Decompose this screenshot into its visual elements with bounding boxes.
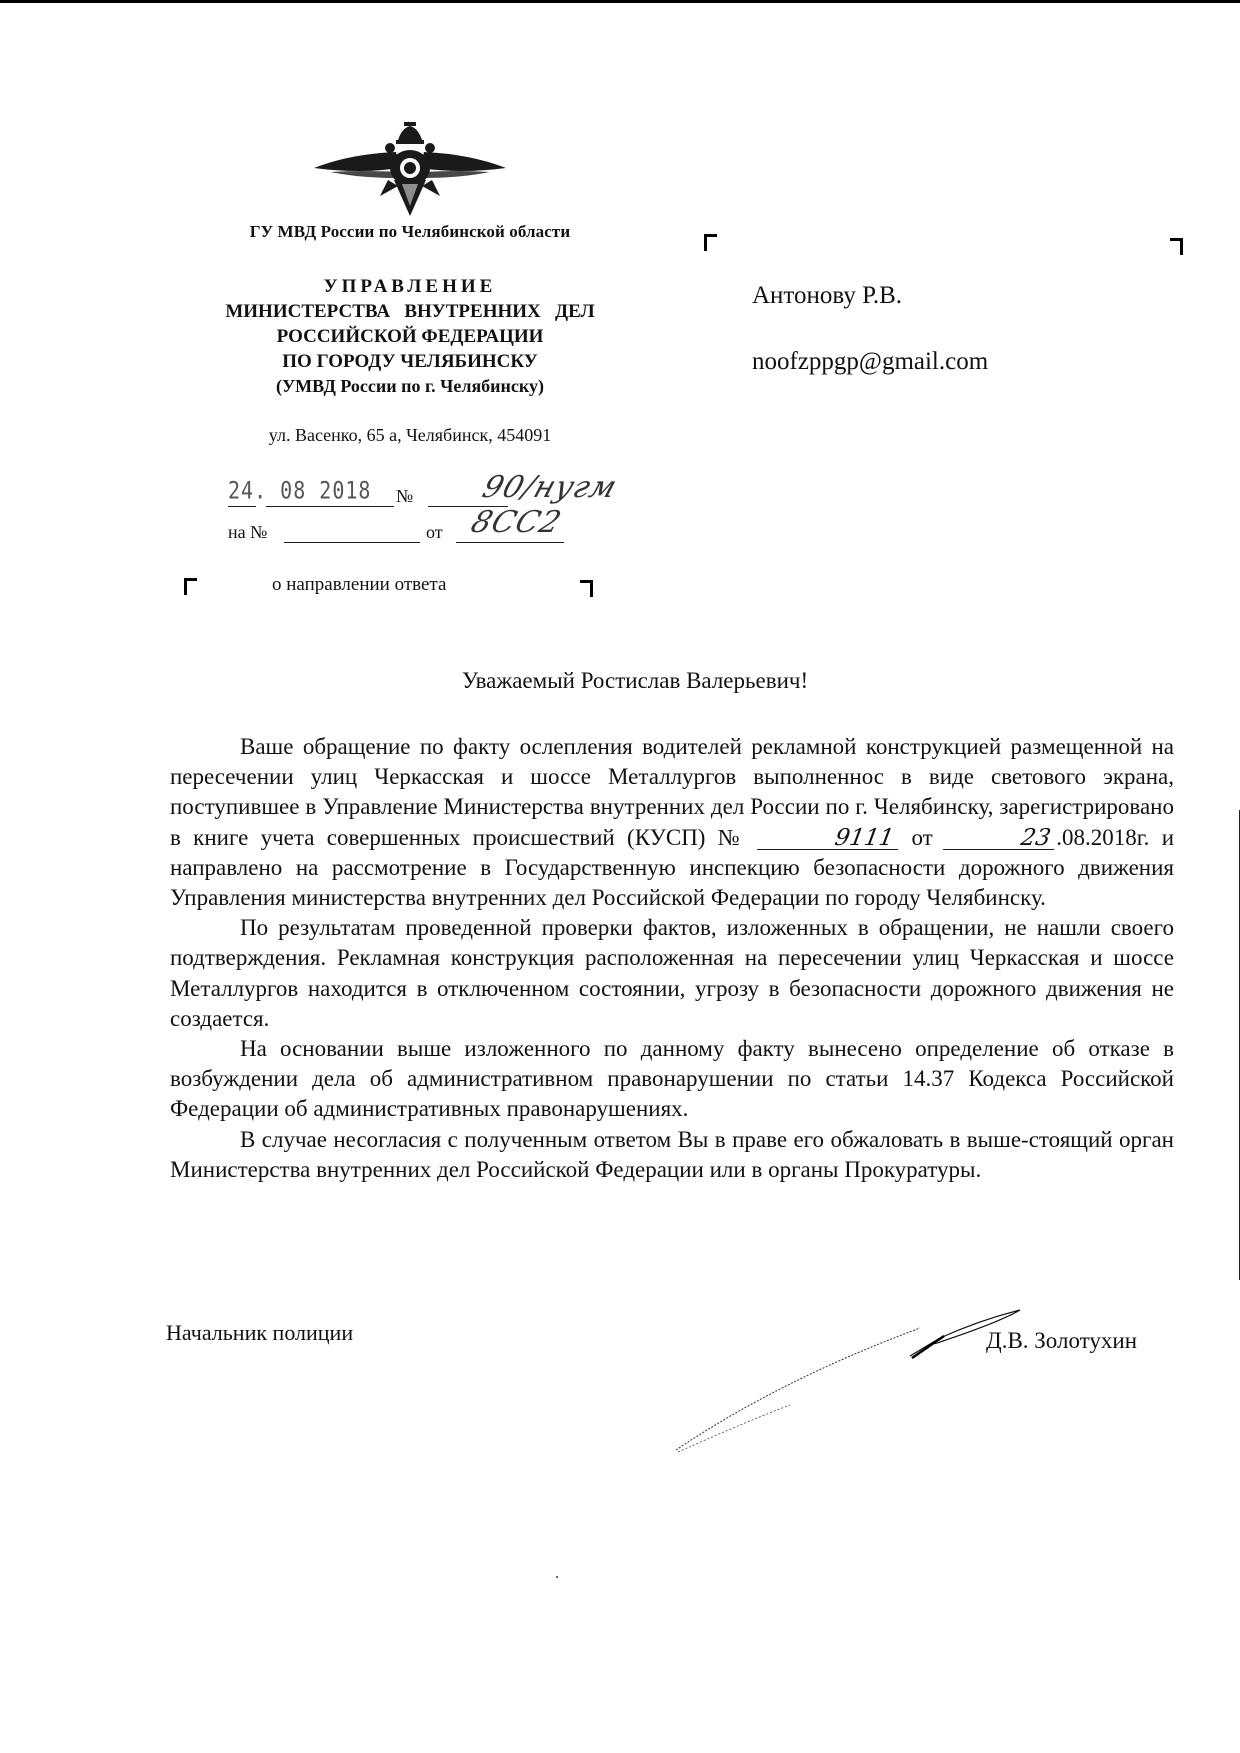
parent-organization: ГУ МВД России по Челябинской области <box>249 222 571 241</box>
reply-to-label: на № <box>228 522 268 542</box>
agency-address: ул. Васенко, 65 а, Челябинск, 454091 <box>268 425 552 445</box>
corner-bracket-icon <box>184 578 197 595</box>
body-paragraph: По результатам проведенной проверки фактов, изложенных в обращении, не нашли своего подтверждения. Рекламная конструкция расположенная на пересечении улиц Черкасская и шоссе Металлургов находится в отключенном состоянии, угрозу в безопасности дорожного движения не создается. <box>170 915 1174 1031</box>
fill-line <box>266 506 394 507</box>
corner-bracket-icon <box>1170 238 1183 255</box>
signer-name: Д.В. Золотухин <box>986 1328 1138 1353</box>
agency-name-block <box>180 274 640 399</box>
paragraph-text: .08.2018г. и направлено на рассмотрение в Государственную инспекцию безопасности дорожного движения Управления министерства внутренних дел Российской Федерации по городу Челябинску. <box>170 824 1175 911</box>
registration-date: 24. 08 2018 <box>228 475 372 505</box>
body-paragraph: В случае несогласия с полученным ответом Вы в праве его обжаловать в выше-стоящий орган Министерства внутренних дел Российской Федерации или в органы Прокуратуры. <box>170 1126 1174 1182</box>
fill-line <box>284 542 420 543</box>
corner-bracket-icon <box>580 580 593 597</box>
salutation: Уважаемый Ростислав Валерьевич! <box>461 668 809 693</box>
letter-subject: о направлении ответа <box>272 574 447 595</box>
paragraph-text: от <box>899 824 946 850</box>
signer-title: Начальник полиции <box>166 1320 354 1345</box>
agency-line: ПО ГОРОДУ ЧЕЛЯБИНСКУ <box>282 351 538 372</box>
from-label: от <box>426 522 443 542</box>
scan-artifact <box>556 1576 558 1578</box>
scan-edge-artifact <box>0 0 1240 3</box>
recipient-name: Антонову Р.В. <box>752 282 903 309</box>
number-label: № <box>396 486 414 506</box>
kusp-number: 9111 <box>757 827 902 850</box>
recipient-email: noofzppgp@gmail.com <box>752 348 989 375</box>
mvd-emblem-icon <box>310 118 510 218</box>
corner-bracket-icon <box>704 234 717 251</box>
body-paragraph <box>170 732 1174 913</box>
agency-line: РОССИЙСКОЙ ФЕДЕРАЦИИ <box>276 326 544 347</box>
reply-reference-line <box>228 522 628 550</box>
agency-line: МИНИСТЕРСТВА ВНУТРЕННИХ ДЕЛ <box>225 301 595 322</box>
agency-line: УПРАВЛЕНИЕ <box>323 276 497 297</box>
letter-body <box>170 732 1174 1185</box>
handwritten-signature-icon <box>660 1300 1040 1470</box>
kusp-day: 23 <box>943 827 1058 850</box>
paragraph-text: Ваше обращение по факту ослепления водителей рекламной конструкцией размещенной на пересечении улиц Черкасская и шоссе Металлургов выполненнос в виде светового экрана, поступившее в Управление Министерства внутренних дел России по г. Челябинску, зарегистрировано в книге учета совершенных происшествий (КУСП) № <box>170 734 1174 850</box>
fill-line <box>228 506 256 507</box>
body-paragraph: На основании выше изложенного по данному факту вынесено определение об отказе в возбуждении дела об административном правонарушении по статьи 14.37 Кодекса Российской Федерации об административных правонарушениях. <box>170 1036 1174 1122</box>
fill-line <box>456 542 564 543</box>
registration-number: 90/нугм 8СС2 <box>466 470 622 540</box>
agency-line: (УМВД России по г. Челябинску) <box>275 376 545 396</box>
